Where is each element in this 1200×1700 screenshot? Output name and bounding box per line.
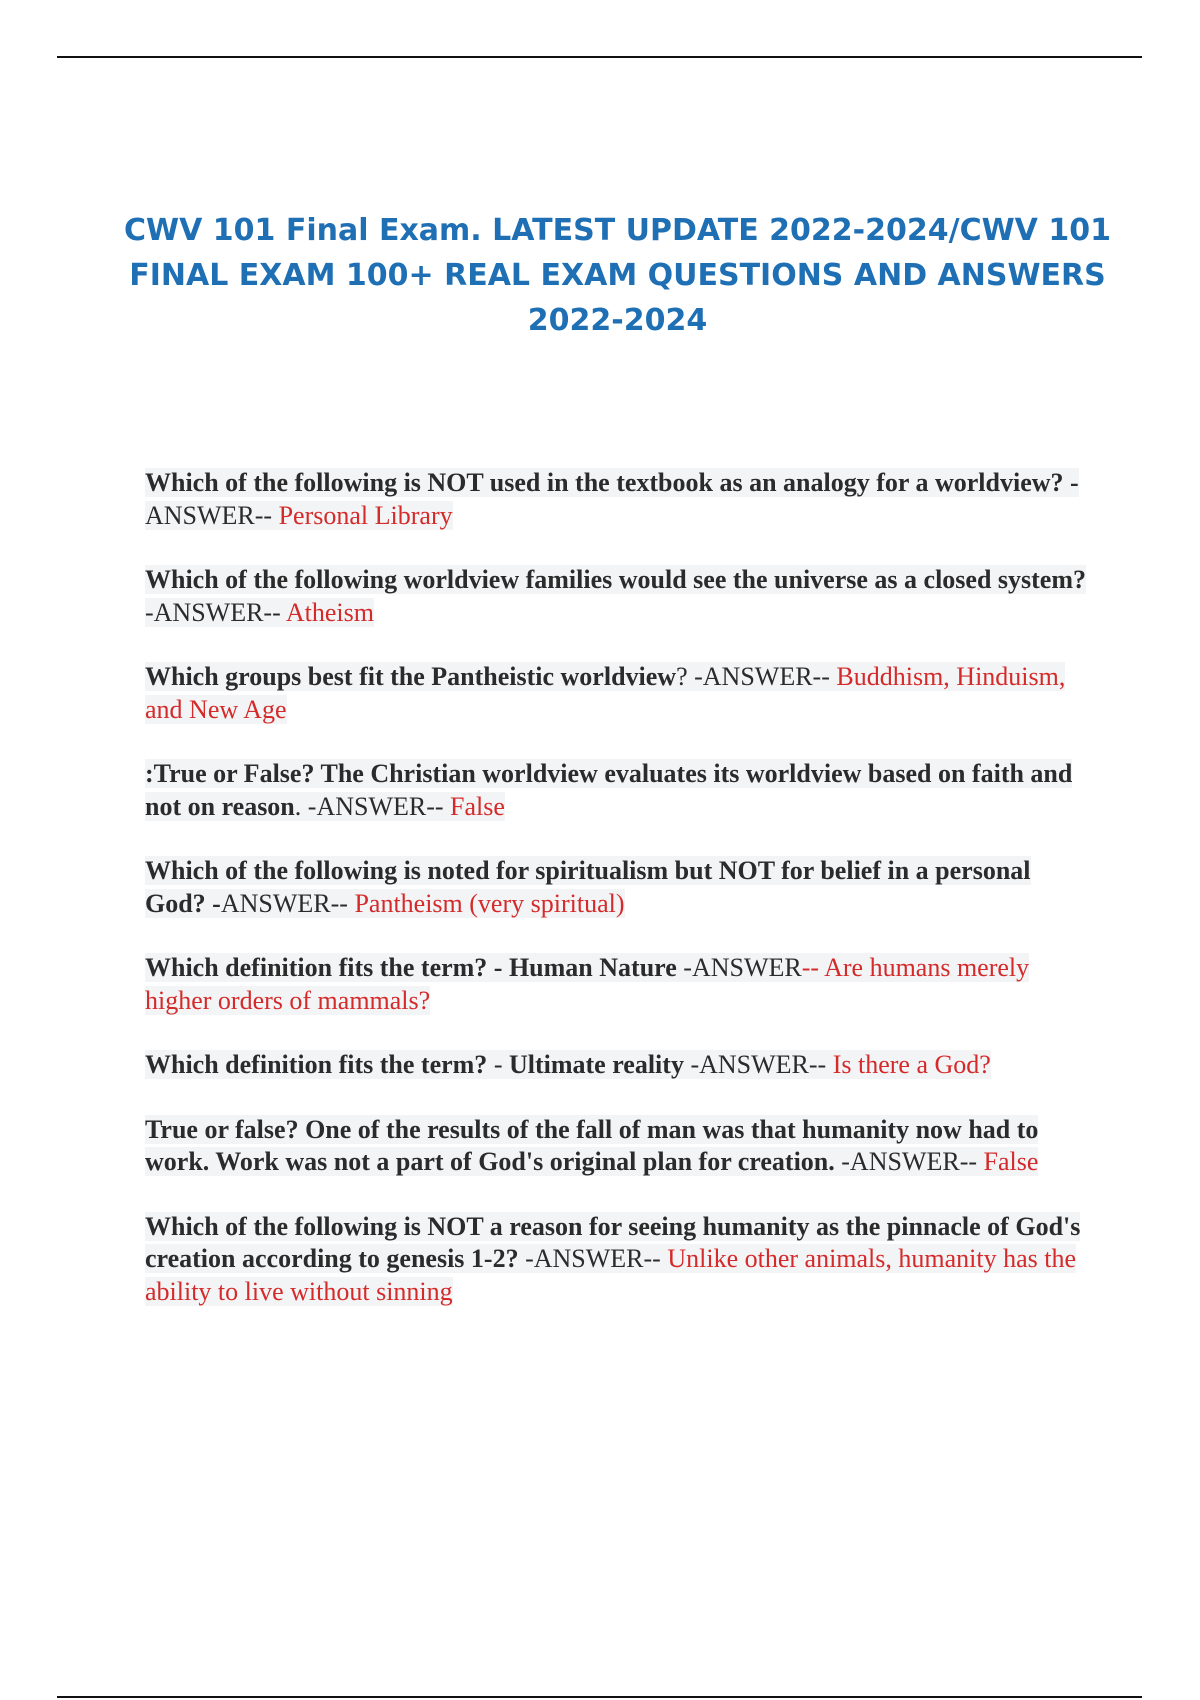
question-text: Which of the following is NOT a reason for seeing humanity as the pinnacle of God's creation according to genesis 1-2? [145,1211,1081,1273]
answer-separator: -ANSWER [676,953,802,982]
question-tail: ? [676,662,688,691]
qa-item [145,855,1090,920]
bottom-rule [57,1696,1142,1698]
qa-list [145,467,1090,1340]
answer-text: False [450,791,505,821]
answer-text: Buddhism, Hinduism, and New Age [145,662,1066,724]
question-text: True or false? One of the results of the fall of man was that humanity now had to work. Work was not a part of God's original plan for creation. [145,1114,1039,1176]
question-text: Which definition fits the term? [145,1050,488,1079]
qa-item [145,661,1090,726]
qa-item [145,467,1090,532]
answer-separator: -ANSWER-- [518,1244,668,1273]
answer-text: Atheism [285,597,374,627]
question-tail: - [487,1050,509,1079]
question-text: Which definition fits the term? - Human Nature [145,953,677,982]
question-tail: . [294,791,302,821]
question-text: Which of the following is noted for spiritualism but NOT for belief in a personal God? - [145,856,1031,918]
answer-separator: -ANSWER-- [301,791,451,821]
qa-item [145,952,1090,1017]
answer-text: Unlike other animals, humanity has the ability to live without sinning [145,1244,1077,1306]
qa-item [145,1049,1090,1082]
answer-text: Is there a God? [832,1050,991,1079]
question-text: :True or False? The Christian worldview evaluates its worldview based on faith and not on reason [145,759,1073,821]
answer-text: Pantheism (very spiritual) [354,888,625,918]
answer-separator: -ANSWER-- [145,597,286,627]
page-title: CWV 101 Final Exam. LATEST UPDATE 2022-2024/CWV 101 FINAL EXAM 100+ REAL EXAM QUESTIONS AND ANSWERS 2022-2024 [124,213,1111,338]
top-rule [57,56,1142,58]
answer-text: Personal Library [278,500,453,530]
answer-separator: ANSWER-- [145,500,279,530]
qa-item [145,1114,1090,1179]
answer-separator: -ANSWER-- [683,1050,833,1079]
qa-item [145,1211,1090,1309]
answer-separator: ANSWER-- [220,888,355,918]
answer-separator: -ANSWER-- [687,662,837,691]
qa-item [145,564,1090,629]
question-text: Which of the following worldview families would see the universe as a closed system? [145,565,1087,594]
question-text: Which of the following is NOT used in the textbook as an analogy for a worldview? - [145,468,1079,497]
answer-text: -- Are humans merely higher orders of mammals? [145,953,1030,1015]
question-term: Ultimate reality [508,1050,684,1079]
answer-text: False [983,1147,1039,1176]
answer-separator: -ANSWER-- [834,1147,984,1176]
question-text: Which groups best fit the Pantheistic worldview [145,662,677,691]
qa-item [145,758,1090,823]
